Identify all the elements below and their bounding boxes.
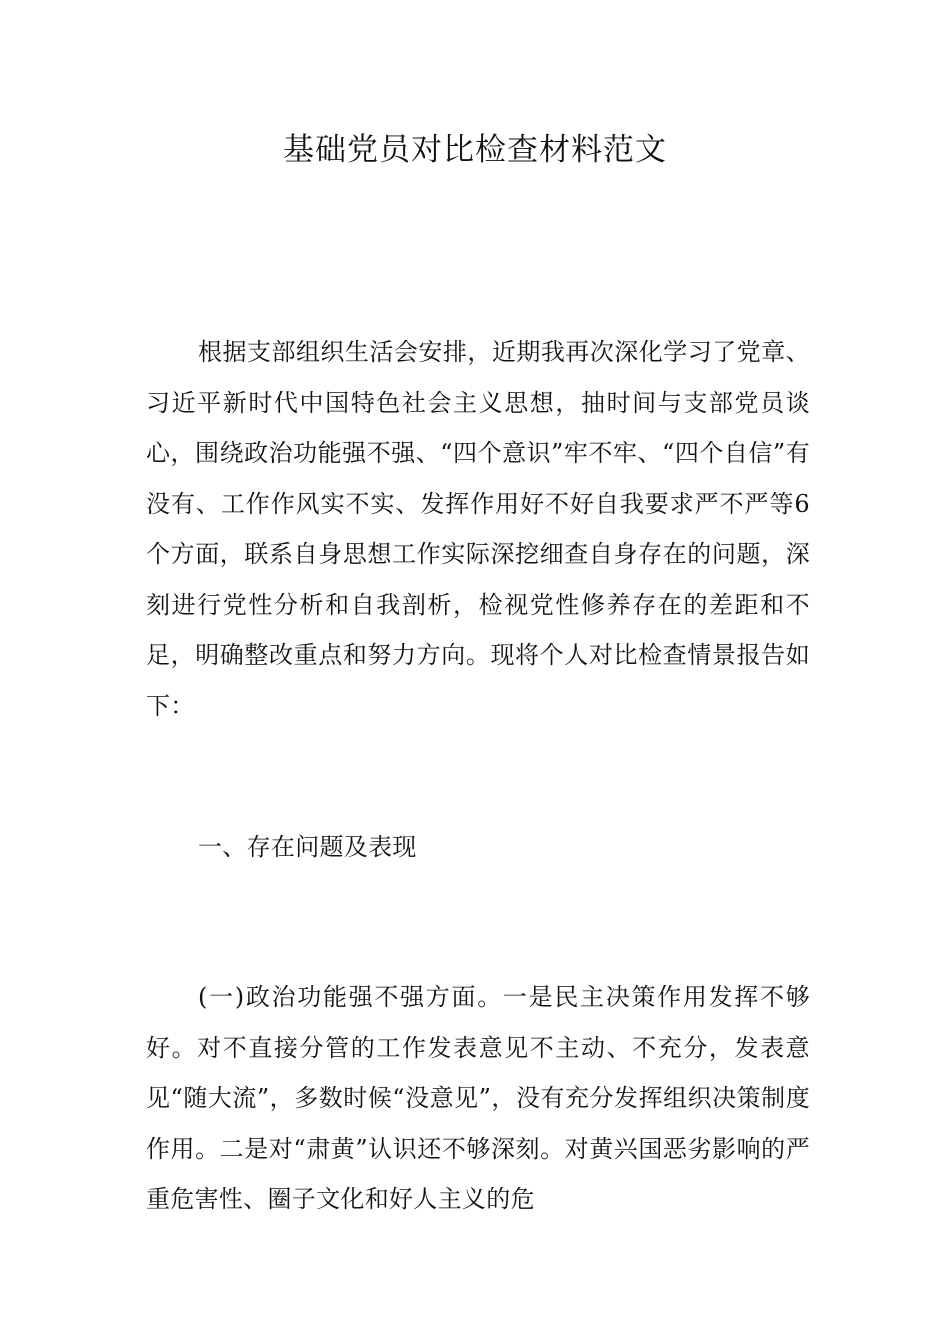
- body-paragraph: (一)政治功能强不强方面。一是民主决策作用发挥不够好。对不直接分管的工作发表意见不主动、不充分，发表意见“随大流”，多数时候“没意见”，没有充分发挥组织决策制度作用。二是对“肃黄”认识还不够深刻。对黄兴国恶劣影响的严重危害性、圈子文化和好人主义的危: [146, 983, 810, 1213]
- intro-paragraph: 根据支部组织生活会安排，近期我再次深化学习了党章、习近平新时代中国特色社会主义思想，抽时间与支部党员谈心，围绕政治功能强不强、“四个意识”牢不牢、“四个自信”有没有、工作作风实不实、发挥作用好不好自我要求严不严等6个方面，联系自身思想工作实际深挖细查自身存在的问题，深刻进行党性分析和自我剖析，检视党性修养存在的差距和不足，明确整改重点和努力方向。现将个人对比检查情景报告如下：: [146, 338, 810, 720]
- document-title: 基础党员对比检查材料范文: [283, 132, 667, 168]
- section-heading: 一、存在问题及表现: [198, 833, 417, 861]
